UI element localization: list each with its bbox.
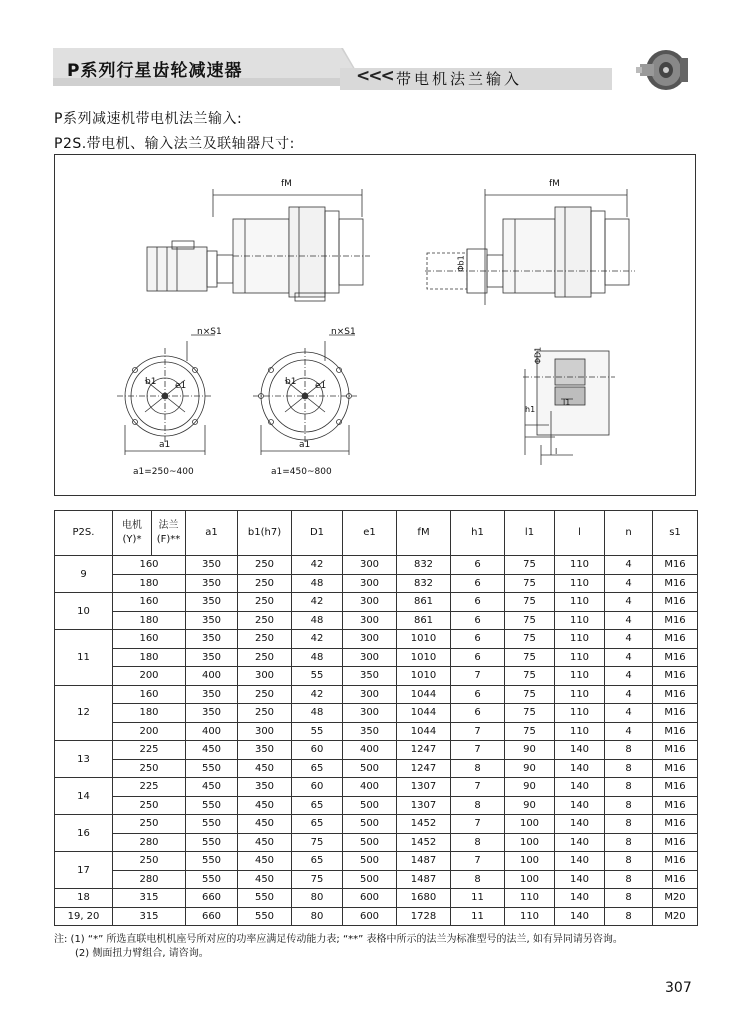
ns1-label-right: n×S1 <box>331 327 356 337</box>
table-cell: 110 <box>505 889 555 908</box>
table-cell: 350 <box>186 648 238 667</box>
intro-subheading: P2S.带电机、输入法兰及联轴器尺寸: <box>54 136 295 152</box>
table-cell: 42 <box>292 593 343 612</box>
dimension-drawing <box>54 154 696 496</box>
series-title-banner <box>53 48 365 86</box>
table-cell: 200 <box>113 667 186 686</box>
ns1-label-left: n×S1 <box>197 327 222 337</box>
table-cell: 8 <box>605 870 653 889</box>
table-cell: 110 <box>555 704 605 723</box>
table-cell: 8 <box>605 759 653 778</box>
table-cell: 300 <box>343 611 397 630</box>
table-cell: 90 <box>505 741 555 760</box>
table-cell: 90 <box>505 796 555 815</box>
table-cell: 75 <box>505 685 555 704</box>
table-row <box>55 630 698 649</box>
table-cell: 225 <box>113 741 186 760</box>
table-cell: 65 <box>292 852 343 871</box>
table-row <box>55 815 698 834</box>
model-size-cell: 9 <box>55 556 113 593</box>
table-cell: 140 <box>555 833 605 852</box>
table-cell: 550 <box>186 796 238 815</box>
table-cell: 55 <box>292 722 343 741</box>
col-d1: D1 <box>292 511 343 556</box>
table-cell: M16 <box>653 759 698 778</box>
table-cell: 4 <box>605 722 653 741</box>
col-flange <box>152 511 186 556</box>
table-cell: 6 <box>451 611 505 630</box>
table-cell: 280 <box>113 833 186 852</box>
table-cell: 75 <box>505 630 555 649</box>
table-cell: M16 <box>653 667 698 686</box>
footnote-2: (2) 侧面扭力臂组合, 请咨询。 <box>75 948 209 959</box>
table-cell: M20 <box>653 907 698 926</box>
table-cell: 110 <box>555 630 605 649</box>
table-cell: 250 <box>238 574 292 593</box>
table-cell: 250 <box>238 593 292 612</box>
table-row <box>55 611 698 630</box>
h1-label: h1 <box>525 405 536 414</box>
table-cell: 300 <box>238 722 292 741</box>
table-row <box>55 796 698 815</box>
table-cell: 450 <box>238 833 292 852</box>
table-cell: 140 <box>555 889 605 908</box>
table-cell: 8 <box>451 759 505 778</box>
table-cell: 280 <box>113 870 186 889</box>
dimension-table <box>54 510 698 926</box>
table-cell: M16 <box>653 611 698 630</box>
table-cell: 48 <box>292 704 343 723</box>
table-cell: 110 <box>555 556 605 575</box>
table-cell: 1044 <box>397 722 451 741</box>
chevrons-icon: <<< <box>356 66 393 86</box>
table-cell: M16 <box>653 574 698 593</box>
table-row <box>55 574 698 593</box>
table-cell: 450 <box>186 778 238 797</box>
table-cell: 75 <box>505 574 555 593</box>
table-cell: 4 <box>605 667 653 686</box>
table-cell: 80 <box>292 907 343 926</box>
table-cell: 225 <box>113 778 186 797</box>
table-cell: 55 <box>292 667 343 686</box>
table-cell: 160 <box>113 630 186 649</box>
table-cell: 250 <box>238 704 292 723</box>
table-cell: 110 <box>555 685 605 704</box>
table-cell: 400 <box>186 722 238 741</box>
table-cell: M16 <box>653 870 698 889</box>
model-size-cell: 17 <box>55 852 113 889</box>
table-cell: 6 <box>451 556 505 575</box>
table-cell: 180 <box>113 574 186 593</box>
table-cell: 42 <box>292 630 343 649</box>
table-cell: 75 <box>505 593 555 612</box>
col-e1: e1 <box>343 511 397 556</box>
table-cell: 75 <box>292 833 343 852</box>
table-cell: M16 <box>653 815 698 834</box>
table-cell: 450 <box>238 815 292 834</box>
table-cell: 6 <box>451 630 505 649</box>
table-row <box>55 852 698 871</box>
table-cell: 250 <box>113 815 186 834</box>
table-cell: 350 <box>186 574 238 593</box>
table-cell: 60 <box>292 741 343 760</box>
col-fm: fM <box>397 511 451 556</box>
table-cell: 832 <box>397 556 451 575</box>
table-cell: 660 <box>186 907 238 926</box>
table-cell: 75 <box>505 611 555 630</box>
table-cell: 8 <box>605 796 653 815</box>
table-cell: 300 <box>343 704 397 723</box>
fm-dimension-left: fM <box>281 179 292 189</box>
table-cell: 6 <box>451 574 505 593</box>
table-cell: 250 <box>238 556 292 575</box>
table-cell: 600 <box>343 907 397 926</box>
table-cell: 1307 <box>397 796 451 815</box>
table-cell: 75 <box>292 870 343 889</box>
table-cell: 4 <box>605 593 653 612</box>
table-cell: 7 <box>451 722 505 741</box>
table-row <box>55 556 698 575</box>
table-cell: 7 <box>451 852 505 871</box>
table-cell: 6 <box>451 685 505 704</box>
table-cell: 861 <box>397 593 451 612</box>
table-cell: M16 <box>653 852 698 871</box>
table-body <box>55 556 698 926</box>
table-cell: 8 <box>451 833 505 852</box>
e1-label-left: e1 <box>175 381 187 391</box>
table-cell: 400 <box>343 741 397 760</box>
table-cell: 1487 <box>397 870 451 889</box>
table-cell: 100 <box>505 815 555 834</box>
table-cell: M16 <box>653 778 698 797</box>
table-cell: 8 <box>451 796 505 815</box>
table-header-row <box>55 511 698 556</box>
table-cell: 65 <box>292 815 343 834</box>
planetary-gearbox-icon <box>636 46 692 94</box>
table-cell: 350 <box>186 630 238 649</box>
table-cell: M16 <box>653 648 698 667</box>
table-cell: 11 <box>451 907 505 926</box>
table-cell: 1247 <box>397 759 451 778</box>
col-l1: l1 <box>505 511 555 556</box>
table-row <box>55 870 698 889</box>
model-size-cell: 18 <box>55 889 113 908</box>
table-cell: 300 <box>343 630 397 649</box>
model-size-cell: 13 <box>55 741 113 778</box>
table-cell: 100 <box>505 833 555 852</box>
b1-label-right: b1 <box>285 377 297 387</box>
table-cell: 8 <box>605 889 653 908</box>
table-cell: 7 <box>451 778 505 797</box>
fm-dimension-right: fM <box>549 179 560 189</box>
table-cell: 42 <box>292 556 343 575</box>
table-cell: 500 <box>343 759 397 778</box>
table-cell: 250 <box>113 852 186 871</box>
table-cell: 42 <box>292 685 343 704</box>
table-cell: 110 <box>555 667 605 686</box>
table-cell: 550 <box>186 815 238 834</box>
table-cell: 4 <box>605 630 653 649</box>
footnote-1: 注: (1) “*” 所选直联电机机座号所对应的功率应满足传动能力表; “**” 表格中所示的法兰为标准型号的法兰, 如有异同请另咨询。 <box>54 934 623 945</box>
table-row <box>55 667 698 686</box>
table-cell: 300 <box>343 648 397 667</box>
table-cell: 350 <box>186 704 238 723</box>
table-cell: 1487 <box>397 852 451 871</box>
table-cell: 65 <box>292 759 343 778</box>
phi-d1-label: ΦD1 <box>533 346 543 365</box>
model-size-cell: 11 <box>55 630 113 686</box>
table-cell: 1247 <box>397 741 451 760</box>
table-cell: 140 <box>555 852 605 871</box>
table-cell: 300 <box>343 574 397 593</box>
col-motor <box>113 511 152 556</box>
table-cell: 400 <box>186 667 238 686</box>
table-cell: 90 <box>505 759 555 778</box>
table-cell: 8 <box>605 907 653 926</box>
table-row <box>55 833 698 852</box>
col-a1: a1 <box>186 511 238 556</box>
table-cell: 160 <box>113 556 186 575</box>
table-cell: 1452 <box>397 815 451 834</box>
table-cell: M16 <box>653 796 698 815</box>
table-cell: 4 <box>605 685 653 704</box>
table-cell: 110 <box>555 574 605 593</box>
table-cell: M16 <box>653 556 698 575</box>
table-cell: 60 <box>292 778 343 797</box>
table-cell: 4 <box>605 704 653 723</box>
table-cell: 140 <box>555 778 605 797</box>
table-cell: 8 <box>451 870 505 889</box>
section-title: 带电机法兰输入 <box>396 70 523 88</box>
table-cell: 4 <box>605 611 653 630</box>
table-cell: 140 <box>555 741 605 760</box>
table-cell: 140 <box>555 815 605 834</box>
col-s1: s1 <box>653 511 698 556</box>
table-cell: M16 <box>653 630 698 649</box>
table-cell: 100 <box>505 870 555 889</box>
table-cell: M16 <box>653 704 698 723</box>
col-l: l <box>555 511 605 556</box>
table-cell: 160 <box>113 593 186 612</box>
l-label: l <box>555 447 558 456</box>
table-cell: 75 <box>505 704 555 723</box>
model-size-cell: 14 <box>55 778 113 815</box>
page-number: 307 <box>665 980 692 996</box>
range-label-left: a1=250~400 <box>133 467 194 477</box>
table-cell: 100 <box>505 852 555 871</box>
table-cell: 140 <box>555 907 605 926</box>
table-cell: 180 <box>113 704 186 723</box>
table-cell: 350 <box>343 722 397 741</box>
table-cell: 500 <box>343 815 397 834</box>
table-cell: 250 <box>238 611 292 630</box>
table-cell: 350 <box>343 667 397 686</box>
l1-label: l1 <box>563 398 571 407</box>
table-cell: 400 <box>343 778 397 797</box>
model-size-cell: 16 <box>55 815 113 852</box>
table-cell: 140 <box>555 759 605 778</box>
table-cell: 450 <box>238 796 292 815</box>
table-cell: M16 <box>653 741 698 760</box>
model-size-cell: 19, 20 <box>55 907 113 926</box>
table-cell: 1307 <box>397 778 451 797</box>
table-row <box>55 685 698 704</box>
table-cell: 250 <box>113 796 186 815</box>
table-cell: 250 <box>113 759 186 778</box>
table-cell: 550 <box>186 870 238 889</box>
table-cell: 8 <box>605 741 653 760</box>
table-cell: 180 <box>113 611 186 630</box>
table-cell: 550 <box>186 852 238 871</box>
table-cell: 48 <box>292 574 343 593</box>
table-cell: 550 <box>186 759 238 778</box>
table-cell: 7 <box>451 741 505 760</box>
table-cell: 550 <box>186 833 238 852</box>
table-cell: 550 <box>238 889 292 908</box>
table-cell: 8 <box>605 778 653 797</box>
table-cell: 300 <box>343 593 397 612</box>
flange-line1: 法兰 <box>158 520 179 531</box>
table-cell: 110 <box>555 648 605 667</box>
motor-line2: (Y)* <box>122 534 142 545</box>
table-cell: 1044 <box>397 704 451 723</box>
table-cell: 250 <box>238 685 292 704</box>
table-cell: 4 <box>605 556 653 575</box>
a1-label-left: a1 <box>159 440 171 450</box>
e1-label-right: e1 <box>315 381 327 391</box>
table-row <box>55 593 698 612</box>
table-cell: 110 <box>555 611 605 630</box>
col-model: P2S. <box>55 511 113 556</box>
table-cell: 140 <box>555 870 605 889</box>
table-cell: 450 <box>238 852 292 871</box>
table-cell: 450 <box>186 741 238 760</box>
table-cell: 75 <box>505 722 555 741</box>
table-cell: 350 <box>186 685 238 704</box>
table-cell: 6 <box>451 704 505 723</box>
table-cell: 861 <box>397 611 451 630</box>
table-cell: M16 <box>653 722 698 741</box>
table-row <box>55 907 698 926</box>
table-cell: 250 <box>238 648 292 667</box>
table-cell: 48 <box>292 611 343 630</box>
table-cell: M16 <box>653 593 698 612</box>
table-cell: 11 <box>451 889 505 908</box>
table-cell: 350 <box>186 556 238 575</box>
table-cell: 1010 <box>397 630 451 649</box>
table-cell: 1680 <box>397 889 451 908</box>
flange-line2: (F)** <box>156 534 181 545</box>
model-size-cell: 12 <box>55 685 113 741</box>
series-title: P系列行星齿轮减速器 <box>67 61 243 81</box>
table-cell: 1452 <box>397 833 451 852</box>
col-b1: b1(h7) <box>238 511 292 556</box>
table-cell: 832 <box>397 574 451 593</box>
table-cell: 7 <box>451 667 505 686</box>
table-cell: 75 <box>505 667 555 686</box>
table-cell: 600 <box>343 889 397 908</box>
table-cell: 1044 <box>397 685 451 704</box>
table-cell: 300 <box>343 556 397 575</box>
table-cell: 65 <box>292 796 343 815</box>
table-row <box>55 722 698 741</box>
table-cell: 450 <box>238 870 292 889</box>
table-row <box>55 889 698 908</box>
table-cell: 500 <box>343 852 397 871</box>
table-cell: 8 <box>605 815 653 834</box>
table-cell: 75 <box>505 648 555 667</box>
col-n: n <box>605 511 653 556</box>
table-row <box>55 648 698 667</box>
intro-heading: P系列减速机带电机法兰输入: <box>54 111 243 127</box>
motor-line1: 电机 <box>122 520 142 531</box>
table-cell: 8 <box>605 852 653 871</box>
table-cell: 500 <box>343 833 397 852</box>
table-cell: 80 <box>292 889 343 908</box>
technical-drawing-svg <box>55 155 697 497</box>
table-cell: 6 <box>451 593 505 612</box>
table-cell: 350 <box>238 741 292 760</box>
table-cell: 110 <box>555 593 605 612</box>
table-cell: 500 <box>343 796 397 815</box>
table-cell: 110 <box>555 722 605 741</box>
table-row <box>55 759 698 778</box>
table-row <box>55 741 698 760</box>
table-cell: 350 <box>186 611 238 630</box>
table-cell: 660 <box>186 889 238 908</box>
table-cell: M16 <box>653 685 698 704</box>
table-cell: 8 <box>605 833 653 852</box>
table-cell: 160 <box>113 685 186 704</box>
table-cell: 1010 <box>397 648 451 667</box>
table-cell: 450 <box>238 759 292 778</box>
phi-b1-label: Φb1 <box>456 255 466 272</box>
model-size-cell: 10 <box>55 593 113 630</box>
table-row <box>55 778 698 797</box>
table-cell: 4 <box>605 574 653 593</box>
table-cell: 315 <box>113 889 186 908</box>
table-cell: 180 <box>113 648 186 667</box>
table-cell: 200 <box>113 722 186 741</box>
b1-label-left: b1 <box>145 377 157 387</box>
table-cell: 250 <box>238 630 292 649</box>
table-row <box>55 704 698 723</box>
table-cell: 350 <box>186 593 238 612</box>
table-cell: 315 <box>113 907 186 926</box>
table-cell: 300 <box>343 685 397 704</box>
table-cell: 500 <box>343 870 397 889</box>
table-cell: 350 <box>238 778 292 797</box>
range-label-right: a1=450~800 <box>271 467 332 477</box>
table-cell: 110 <box>505 907 555 926</box>
table-cell: 7 <box>451 815 505 834</box>
table-cell: 48 <box>292 648 343 667</box>
table-cell: M20 <box>653 889 698 908</box>
col-h1: h1 <box>451 511 505 556</box>
a1-label-right: a1 <box>299 440 311 450</box>
table-cell: 1010 <box>397 667 451 686</box>
table-cell: 90 <box>505 778 555 797</box>
table-cell: 6 <box>451 648 505 667</box>
table-cell: 1728 <box>397 907 451 926</box>
table-cell: M16 <box>653 833 698 852</box>
table-cell: 140 <box>555 796 605 815</box>
table-cell: 300 <box>238 667 292 686</box>
table-cell: 75 <box>505 556 555 575</box>
table-cell: 4 <box>605 648 653 667</box>
table-cell: 550 <box>238 907 292 926</box>
